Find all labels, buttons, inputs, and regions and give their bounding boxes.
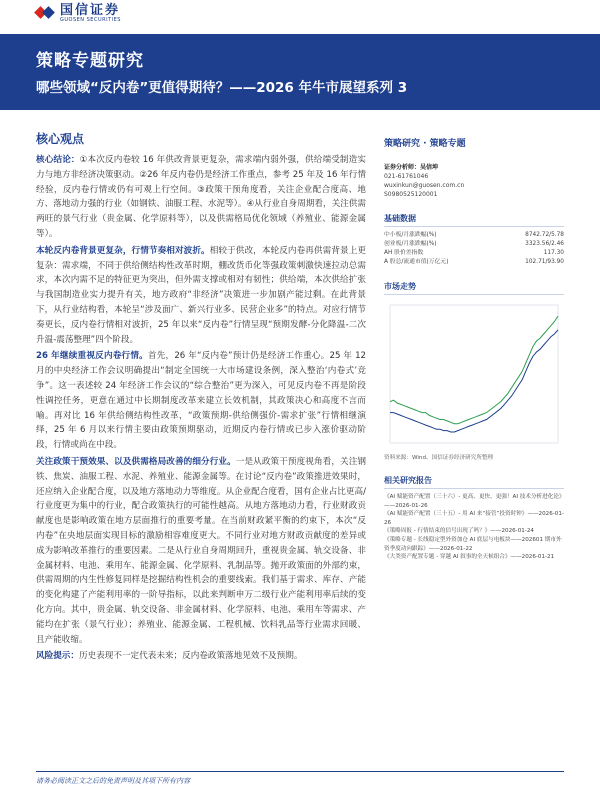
- paragraph-text: ①本次反内卷较 16 年供改背景更复杂，需求端内弱外强，供给端受制造实力与地方非经济决策驱动。②26 年反内卷仍是经济工作重点，参考 25 年及 16 年行情经验，反内卷行情或仍有可观上行空间。③政策干预角度看，关注企业配合度高、地方、落地动力强的行业（如钢铁、油服工程、水泥等）。④从行业自身周期看，关注供需两旺的景气行业（贵金属、化学原料等），以及供需格局优化领域（养殖业、能源金属等）。: [36, 155, 366, 239]
- related-report-item[interactable]: 《策略专题 - 长线稳定型外资加仓 AI 底层与电板块——202601 期市外资季度动向跟踪》——2026-01-22: [384, 536, 562, 552]
- report-title: 哪些领域“反内卷”更值得期待？——2026 年牛市展望系列 3: [36, 80, 408, 96]
- chart-frame: [390, 305, 558, 443]
- related-report-item[interactable]: 《AI 赋能资产配置（三十六）- 更高、更快、更强！AI 技术分析进化论》——2026-01-26: [384, 494, 562, 509]
- footer-divider: [36, 771, 564, 772]
- main-column: [36, 130, 366, 666]
- basic-data-title: 基础数据: [384, 213, 564, 227]
- basic-data-row: [384, 249, 564, 258]
- paragraph-text: 一是从政策干预度视角看，关注钢铁、焦炭、油服工程、水泥、养殖业、能源金属等。在讨论“反内卷”政策推进效果时，还应纳入企业配合度，以及地方落地动力等维度。从企业配合度看，国有企业占比更高/行业度更为集中的行业，配合政策执行的可能性越高。从地方落地动力看，行业财政贡献度也是影响政策在地方层面推行的重要考量。在当前财政紧平衡的约束下，本次“反内卷”在央地层面实现目标的激励相容难度更大。不同行业对地方财政贡献度的差异或成为影响改革推行的重要因素。二是从行业自身周期回升，重视贵金属、轨交设备、非金属材料、电池、乘用车、能源金属、化学原料、乳制品等。抛开政策面的外部约束，供需周期的内生性修复同样是挖掘结构性机会的重要线索。我们基于需求、库存、产能的变化构建了产能利用率的一阶导指标，以此来判断申万二级行业产能利用率后续的变化方向。其中，贵金属、轨交设备、非金属材料、化学原料、电池、乘用车等需求、产能均在扩张（景气行业）；养殖业、能源金属、工程机械、饮料乳品等行业需求回暖、且产能收缩。: [36, 456, 366, 645]
- sidebar: [384, 136, 564, 562]
- related-report-item[interactable]: 《大类资产配置专题 - 穿越 AI 叙事的全天候组合》——2026-01-21: [384, 554, 555, 561]
- analyst-info-line: wuxinkun@guosen.com.cn: [384, 182, 465, 189]
- basic-data-value: 3323.56/2.46: [525, 241, 564, 247]
- logo-mark-icon: [36, 4, 54, 22]
- market-chart: [384, 299, 564, 449]
- report-category-title: 策略专题研究: [36, 51, 144, 71]
- basic-data-value: 8742.72/5.78: [525, 232, 564, 238]
- paragraph-lead: 关注政策干预效果、以及供需格局改善的细分行业。: [36, 456, 236, 467]
- paragraph-lead: 风险提示：: [36, 651, 79, 662]
- body-paragraph: [36, 349, 366, 453]
- paragraph-text: 相较于供改，本轮反内卷再供需背景上更复杂：需求端，不同于供给侧结构性改革时期，棚改货币化等强政策刺激快速拉动总需求，本次内需不足的特征更为突出，但外需支撑或相对有韧性；供给端，本次供给扩张与我国制造业实力提升有关，地方政府“非经济”决策进一步加剧产能过剩。在此背景下，从行业结构看，本轮呈“涉及面广、新兴行业多、民营企业多”的特点。对应行情节奏更长，反内卷行情相对波折，25 年以来“反内卷”行情呈现“预期发酵-分化降温-二次升温-震荡整理”四个阶段。: [36, 245, 366, 345]
- sidebar-header: 策略研究 · 策略专题: [384, 139, 466, 149]
- company-logo: [36, 4, 121, 23]
- body-paragraph: [36, 649, 366, 664]
- basic-data-key: AH 股价差指数: [384, 250, 424, 256]
- paragraph-lead: 本轮反内卷背景更复杂，行情节奏相对波折。: [36, 245, 210, 256]
- top-bar: [0, 0, 600, 34]
- footer-disclaimer: 请务必阅读正文之后的免责声明及其项下所有内容: [36, 777, 190, 785]
- logo-name-cn: 国信证券: [60, 3, 121, 18]
- market-chart-title: 市场走势: [384, 281, 564, 295]
- related-reports-title: 相关研究报告: [384, 475, 564, 489]
- logo-name-en: GUOSEN SECURITIES: [60, 17, 121, 23]
- paragraph-text: 首先，26 年“反内卷”预计仍是经济工作重心。25 年 12 月的中央经济工作会议明确提出“制定全国统一大市场建设条例，深入整治‘内卷式’竞争”。这一表述较 24 年经济工作会议的“综合整治”更为深入，可见反内卷不再是阶段性调控任务，更意在通过中长期制度改革来建立长效机制，其政策决心和高度不言而喻。再对比 16 年供给侧结构性改革，“政策预期-供给侧强价-需求扩张”行情相继演绎，25 年 6 月以来行情主要由政策预期驱动，近期反内卷行情或已步入涨价驱动阶段，行情或尚在中段。: [36, 351, 367, 451]
- basic-data-key: A 股总/流通市值(万亿元): [384, 259, 449, 265]
- body-paragraph: [36, 244, 366, 348]
- paragraph-text: 历史表现不一定代表未来；反内卷政策落地见效不及预期。: [78, 651, 303, 662]
- body-paragraph: [36, 153, 366, 242]
- basic-data-row: [384, 258, 564, 267]
- basic-data-row: [384, 231, 564, 240]
- market-chart-svg: [384, 299, 564, 449]
- analyst-info-line: 021-61761046: [384, 173, 429, 180]
- paragraph-lead: 核心结论：: [36, 155, 80, 165]
- analyst-info-line: 证券分析师：吴信坤: [384, 164, 439, 171]
- basic-data-key: 创业板/月涨跌幅(%): [384, 241, 437, 247]
- related-report-item[interactable]: 《策略周报 - 行情结束的信号出现了吗？》——2026-01-24: [384, 528, 534, 535]
- basic-data-row: [384, 240, 564, 249]
- basic-data-value: 117.30: [543, 250, 564, 256]
- analyst-info-line: S0980525120001: [384, 191, 438, 198]
- chart-series-line-1: [390, 330, 558, 432]
- basic-data-key: 中小板/月涨跌幅(%): [384, 232, 437, 238]
- chart-series-line-0: [390, 316, 558, 424]
- related-report-item[interactable]: 《AI 赋能资产配置（三十五）- 用 AI 来“接管”投资时钟》——2026-01-26: [384, 511, 564, 526]
- paragraph-lead: 26 年继续重视反内卷行情。: [36, 351, 148, 362]
- core-view-heading: 核心观点: [36, 132, 85, 146]
- title-banner: [0, 34, 600, 110]
- chart-source-note: 资料来源：Wind、国信证券经济研究所整理: [384, 455, 494, 461]
- body-paragraph: [36, 455, 366, 647]
- basic-data-value: 102.71/93.90: [525, 259, 564, 265]
